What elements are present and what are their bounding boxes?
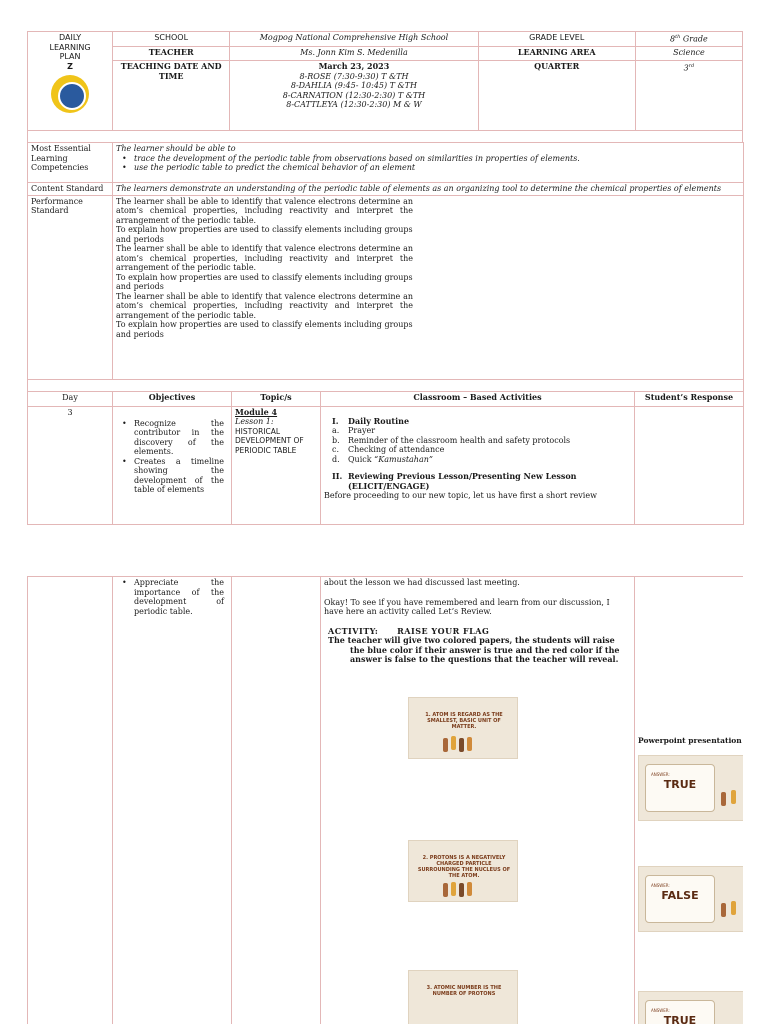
objectives-cell [113,577,232,1024]
date-label: TEACHING DATE AND TIME [113,61,230,131]
student-figure [459,883,464,897]
routine-heading: I. Daily Routine [332,415,410,426]
answer-slide-3: ANSWER: TRUE [638,991,743,1024]
col-response: Student’s Response [635,391,744,406]
area-label: LEARNING AREA [478,47,635,61]
list-item: • use the periodic table to predict the chemical behavior of an element [116,163,740,173]
student-figure [443,883,448,897]
session: 8-DAHLIA (9:45- 10:45) T &TH [290,81,417,90]
activities-table-continued [27,576,743,1024]
lesson-title: HISTORICAL DEVELOPMENT OF PERIODIC TABLE [235,426,304,455]
col-day: Day [28,391,113,406]
spacer-row [28,131,743,143]
list-item: • trace the development of the periodic table from observations based on similarities in properties of elements. [116,154,740,164]
activities-cell [321,406,635,524]
student-figure [467,882,472,896]
student-figure [459,738,464,752]
session: 8-ROSE (7:30-9:30) T &TH [299,71,409,81]
module-label: Module 4 [235,406,278,417]
grade-label: GRADE LEVEL [478,32,635,47]
list-item: c. Checking of attendance [332,445,445,454]
day-cell [28,577,113,1024]
activities-cell [321,577,635,1024]
list-item: b. Reminder of the classroom health and safety protocols [332,435,571,445]
answer-slide-2: ANSWER: FALSE [638,866,743,932]
spacer-row [28,379,744,391]
performance-para: The learner shall be able to identify that valence electrons determine an atom’s chemical properties, including reactivity and interpret the arrangement of the periodic table. [116,291,413,320]
review-sub: (ELICIT/ENGAGE) [348,480,430,491]
area-value: Science [635,47,742,61]
content-standard-text: The learners demonstrate an understanding of the periodic table of elements as an organizing tool to determine the chemical properties of elements [113,183,744,196]
activity-heading: ACTIVITY: RAISE YOUR FLAG [328,625,490,636]
page-1 [27,31,743,525]
list-item: • Creates a timeline showing the development of the table of elements [116,457,228,495]
school-seal-logo [51,75,89,113]
student-figure [721,792,726,806]
dlp-title-cell: DAILY LEARNING PLAN Z [28,32,113,131]
performance-standard-cell [113,195,744,379]
student-figure [731,901,736,915]
objectives-list [116,578,228,616]
objectives-cell [113,406,232,524]
performance-para: The learner shall be able to identify that valence electrons determine an atom’s chemical properties, including reactivity and interpret the arrangement of the periodic table. [116,244,413,272]
col-activities: Classroom – Based Activities [321,391,635,406]
date-sessions [230,61,478,131]
activity-description: The teacher will give two colored papers, the students will raise the blue color if their answer is true and the red color if the answer is false to the questions that the teacher will reveal. [328,635,620,664]
topics-cell [232,577,321,1024]
performance-para: To explain how properties are used to classify elements including groups and periods [116,272,413,291]
activities-table [27,391,744,525]
response-cell [635,406,744,524]
student-figure [721,903,726,917]
student-figure [731,790,736,804]
response-cell [635,577,744,1024]
col-objectives: Objectives [113,391,232,406]
grade-value: 8th Grade [635,32,742,47]
student-figure [451,882,456,896]
performance-standard-label: Performance Standard [28,195,113,379]
answer-slide-1: ANSWER: TRUE [638,755,743,821]
student-figure [451,736,456,750]
teaching-date: March 23, 2023 [318,61,390,71]
teacher-label: TEACHER [113,47,230,61]
performance-para: The learner shall be able to identify that valence electrons determine an atom’s chemical properties, including reactivity and interpret the arrangement of the periodic table. [116,196,413,225]
content-standard-label: Content Standard [28,183,113,196]
list-item: • Appreciate the importance of the development of periodic table. [116,578,228,616]
powerpoint-heading: Powerpoint presentation [638,736,742,745]
session: 8-CARNATION (12:30-2:30) T &TH [282,90,426,100]
col-topics: Topic/s [232,391,321,406]
competencies-cell [113,143,744,183]
objectives-list [116,419,228,495]
school-label: SCHOOL [113,32,230,47]
continuation-text: about the lesson we had discussed last meeting. [324,578,520,587]
competencies-list [116,154,740,173]
standards-table [27,142,744,392]
student-figure [467,737,472,751]
review-text: Before proceeding to our new topic, let us have first a short review [324,491,597,500]
school-value: Mogpog National Comprehensive High School [230,32,478,47]
list-item: • Recognize the contributor in the discovery of the elements. [116,419,228,457]
teacher-value: Ms. Jonn Kim S. Medenilla [230,47,478,61]
quarter-value: 3rd [635,61,742,131]
question-slide-2: 2. PROTONS IS A NEGATIVELY CHARGED PARTICLE SURROUNDING THE NUCLEUS OF THE ATOM. [408,840,518,902]
dlp-title: DAILY [58,33,82,42]
question-slide-3: 3. ATOMIC NUMBER IS THE NUMBER OF PROTONS [408,970,518,1024]
review-heading: II. Reviewing Previous Lesson/Presenting New Lesson [332,471,577,481]
competencies-label: Most Essential Learning Competencies [28,143,113,183]
topics-cell [232,406,321,524]
question-slide-1: 1. ATOM IS REGARD AS THE SMALLEST, BASIC UNIT OF MATTER. [408,697,518,759]
list-item: a. Prayer [332,426,376,435]
header-table [27,31,743,143]
session: 8-CATTLEYA (12:30-2:30) M & W [286,100,422,109]
performance-para: To explain how properties are used to classify elements including groups and periods [116,225,413,244]
list-item: d. Quick “Kamustahan” [332,454,433,464]
competencies-intro: The learner should be able to [116,144,236,153]
page-2 [27,576,743,1024]
student-figure [443,738,448,752]
quarter-label: QUARTER [478,61,635,131]
review-intro: Okay! To see if you have remembered and learn from our discussion, I have here an activity called Let’s Review. [324,597,610,616]
performance-para: To explain how properties are used to classify elements including groups and periods [116,320,413,339]
lesson-label: Lesson 1: [235,417,274,426]
day-value: 3 [28,406,113,524]
